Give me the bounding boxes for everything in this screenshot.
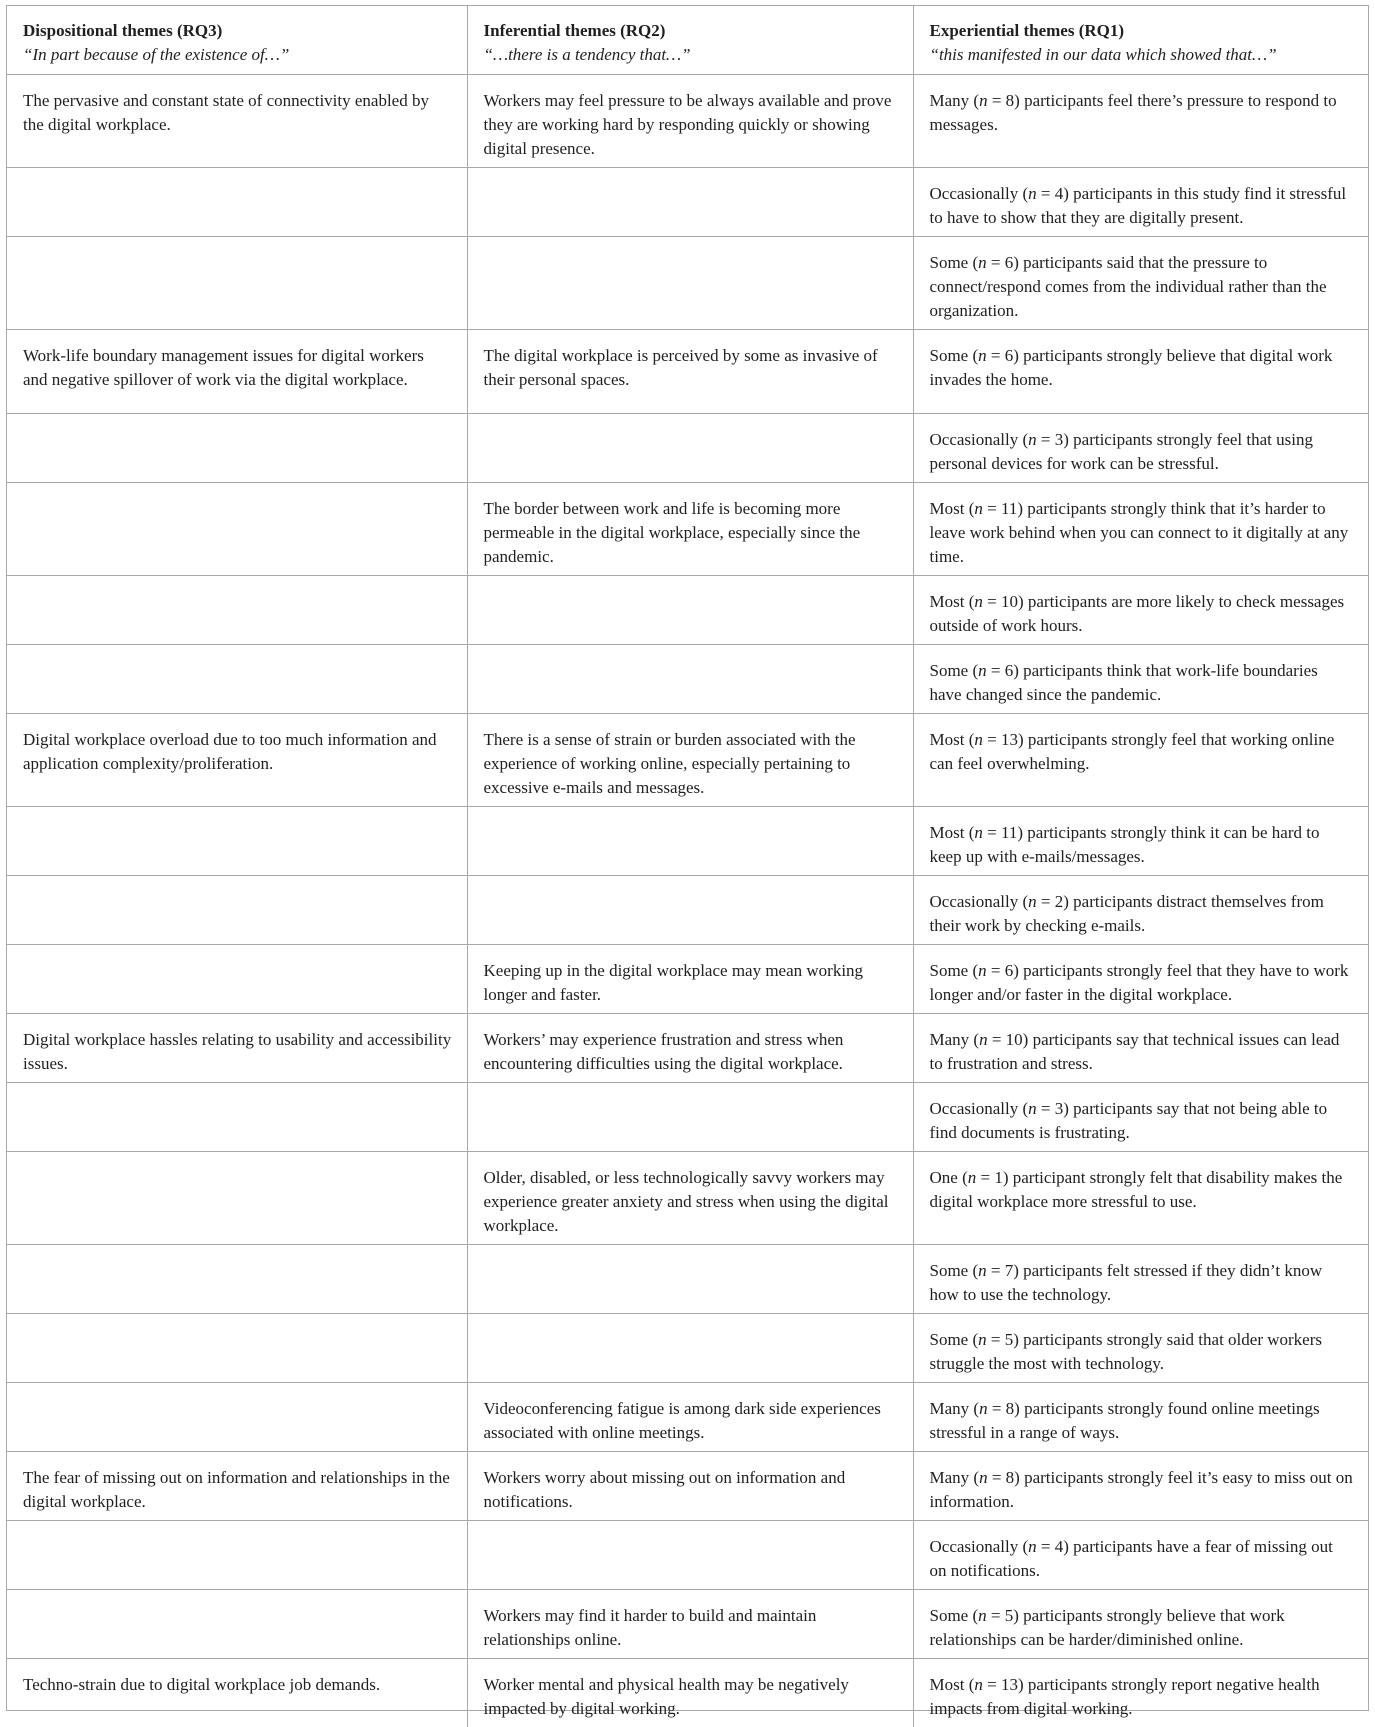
dispositional-cell: Work-life boundary management issues for digital workers and negative spillover of work via the digital workplace. <box>7 329 467 413</box>
experiential-text: = 6) participants strongly believe that digital work invades the home. <box>929 345 1333 389</box>
experiential-text: Most ( <box>929 591 975 611</box>
n-symbol: n <box>978 960 987 980</box>
experiential-cell <box>913 713 1368 806</box>
inferential-cell <box>467 1313 913 1382</box>
dispositional-cell <box>7 1589 467 1658</box>
experiential-text: Occasionally ( <box>929 1536 1029 1556</box>
inferential-cell <box>467 1244 913 1313</box>
table-row <box>7 167 1368 236</box>
header-title: Dispositional themes (RQ3) <box>23 21 223 40</box>
experiential-text: = 13) participants strongly report negative health impacts from digital working. <box>929 1674 1320 1718</box>
inferential-cell <box>467 806 913 875</box>
dispositional-cell <box>7 167 467 236</box>
dispositional-cell <box>7 644 467 713</box>
n-symbol: n <box>974 1674 983 1694</box>
experiential-cell <box>913 575 1368 644</box>
experiential-text: = 5) participants strongly said that older workers struggle the most with technology. <box>929 1329 1322 1373</box>
n-symbol: n <box>978 252 987 272</box>
experiential-text: = 5) participants strongly believe that work relationships can be harder/diminished online. <box>929 1605 1285 1649</box>
header-subtitle: “In part because of the existence of…” <box>23 45 290 64</box>
dispositional-cell <box>7 944 467 1013</box>
table-row <box>7 1151 1368 1244</box>
table-row <box>7 1451 1368 1520</box>
experiential-text: Many ( <box>929 1398 980 1418</box>
dispositional-cell: The fear of missing out on information and relationships in the digital workplace. <box>7 1451 467 1520</box>
experiential-text: Some ( <box>929 345 979 365</box>
inferential-cell: There is a sense of strain or burden associated with the experience of working online, especially pertaining to excessive e-mails and messages. <box>467 713 913 806</box>
experiential-cell <box>913 236 1368 329</box>
inferential-cell: Videoconferencing fatigue is among dark side experiences associated with online meetings. <box>467 1382 913 1451</box>
experiential-cell <box>913 875 1368 944</box>
table-row <box>7 1082 1368 1151</box>
header-subtitle: “this manifested in our data which showed that…” <box>929 45 1277 64</box>
n-symbol: n <box>978 1605 987 1625</box>
dispositional-cell <box>7 236 467 329</box>
experiential-text: Most ( <box>929 822 975 842</box>
experiential-text: Some ( <box>929 1329 979 1349</box>
n-symbol: n <box>978 660 987 680</box>
inferential-cell <box>467 236 913 329</box>
table-row <box>7 875 1368 944</box>
experiential-text: = 8) participants strongly feel it’s easy to miss out on information. <box>929 1467 1353 1511</box>
experiential-text: = 7) participants felt stressed if they didn’t know how to use the technology. <box>929 1260 1323 1304</box>
experiential-text: = 13) participants strongly feel that working online can feel overwhelming. <box>929 729 1335 773</box>
table-row <box>7 944 1368 1013</box>
inferential-cell <box>467 644 913 713</box>
experiential-text: = 8) participants feel there’s pressure to respond to messages. <box>929 90 1337 134</box>
experiential-text: Occasionally ( <box>929 429 1029 449</box>
experiential-text: Some ( <box>929 1260 979 1280</box>
inferential-cell: Workers may find it harder to build and maintain relationships online. <box>467 1589 913 1658</box>
experiential-text: = 10) participants say that technical issues can lead to frustration and stress. <box>929 1029 1340 1073</box>
n-symbol: n <box>978 345 987 365</box>
table-row <box>7 1658 1368 1727</box>
experiential-cell <box>913 1382 1368 1451</box>
experiential-cell <box>913 806 1368 875</box>
table-row <box>7 713 1368 806</box>
inferential-cell <box>467 413 913 482</box>
n-symbol: n <box>978 1260 987 1280</box>
experiential-text: Most ( <box>929 498 975 518</box>
table-row <box>7 74 1368 167</box>
dispositional-cell <box>7 1313 467 1382</box>
n-symbol: n <box>978 1329 987 1349</box>
header-row <box>7 6 1368 74</box>
inferential-cell: The border between work and life is becoming more permeable in the digital workplace, especially since the pandemic. <box>467 482 913 575</box>
n-symbol: n <box>979 90 988 110</box>
dispositional-cell <box>7 806 467 875</box>
experiential-cell <box>913 1451 1368 1520</box>
experiential-cell <box>913 1082 1368 1151</box>
inferential-cell <box>467 1520 913 1589</box>
header-experiential <box>913 6 1368 74</box>
n-symbol: n <box>979 1467 988 1487</box>
inferential-cell <box>467 167 913 236</box>
n-symbol: n <box>974 591 983 611</box>
experiential-cell <box>913 1520 1368 1589</box>
table-row <box>7 1589 1368 1658</box>
experiential-text: = 6) participants said that the pressure to connect/respond comes from the individual rather than the organization. <box>929 252 1327 320</box>
n-symbol: n <box>979 1398 988 1418</box>
experiential-cell <box>913 482 1368 575</box>
dispositional-cell <box>7 1151 467 1244</box>
experiential-cell <box>913 167 1368 236</box>
dispositional-cell: Digital workplace hassles relating to usability and accessibility issues. <box>7 1013 467 1082</box>
table-row <box>7 329 1368 413</box>
n-symbol: n <box>979 1029 988 1049</box>
dispositional-cell <box>7 1082 467 1151</box>
dispositional-cell <box>7 1520 467 1589</box>
themes-table <box>7 6 1368 1727</box>
experiential-text: Many ( <box>929 1467 980 1487</box>
header-inferential <box>467 6 913 74</box>
inferential-cell: Workers may feel pressure to be always available and prove they are working hard by responding quickly or showing digital presence. <box>467 74 913 167</box>
table-row <box>7 1244 1368 1313</box>
n-symbol: n <box>1028 429 1037 449</box>
inferential-cell: Older, disabled, or less technologically savvy workers may experience greater anxiety and stress when using the digital workplace. <box>467 1151 913 1244</box>
n-symbol: n <box>1028 1536 1037 1556</box>
dispositional-cell: The pervasive and constant state of connectivity enabled by the digital workplace. <box>7 74 467 167</box>
experiential-cell <box>913 944 1368 1013</box>
header-title: Experiential themes (RQ1) <box>929 21 1125 40</box>
inferential-cell: The digital workplace is perceived by some as invasive of their personal spaces. <box>467 329 913 413</box>
dispositional-cell: Techno-strain due to digital workplace job demands. <box>7 1658 467 1727</box>
header-title: Inferential themes (RQ2) <box>483 21 666 40</box>
experiential-text: Many ( <box>929 1029 980 1049</box>
inferential-cell: Worker mental and physical health may be negatively impacted by digital working. <box>467 1658 913 1727</box>
table-row <box>7 1313 1368 1382</box>
dispositional-cell: Digital workplace overload due to too much information and application complexity/proliferation. <box>7 713 467 806</box>
experiential-cell <box>913 74 1368 167</box>
table-row <box>7 1382 1368 1451</box>
header-dispositional <box>7 6 467 74</box>
dispositional-cell <box>7 875 467 944</box>
experiential-cell <box>913 644 1368 713</box>
table-row <box>7 806 1368 875</box>
inferential-cell: Keeping up in the digital workplace may mean working longer and faster. <box>467 944 913 1013</box>
experiential-text: = 3) participants strongly feel that using personal devices for work can be stressful. <box>929 429 1313 473</box>
experiential-text: One ( <box>929 1167 968 1187</box>
experiential-text: Occasionally ( <box>929 1098 1029 1118</box>
dispositional-cell <box>7 575 467 644</box>
experiential-text: Most ( <box>929 1674 975 1694</box>
dispositional-cell <box>7 413 467 482</box>
dispositional-cell <box>7 1382 467 1451</box>
experiential-cell <box>913 329 1368 413</box>
n-symbol: n <box>974 498 983 518</box>
themes-table-container <box>6 5 1369 1718</box>
inferential-cell: Workers worry about missing out on information and notifications. <box>467 1451 913 1520</box>
n-symbol: n <box>974 822 983 842</box>
experiential-text: Occasionally ( <box>929 183 1029 203</box>
experiential-cell <box>913 1244 1368 1313</box>
header-subtitle: “…there is a tendency that…” <box>483 45 691 64</box>
experiential-cell <box>913 1013 1368 1082</box>
experiential-text: = 1) participant strongly felt that disability makes the digital workplace more stressful to use. <box>929 1167 1343 1211</box>
experiential-text: = 2) participants distract themselves from their work by checking e-mails. <box>929 891 1324 935</box>
experiential-cell <box>913 1658 1368 1727</box>
experiential-text: = 8) participants strongly found online meetings stressful in a range of ways. <box>929 1398 1320 1442</box>
table-body <box>7 74 1368 1727</box>
inferential-cell: Workers’ may experience frustration and stress when encountering difficulties using the digital workplace. <box>467 1013 913 1082</box>
inferential-cell <box>467 875 913 944</box>
experiential-text: Some ( <box>929 1605 979 1625</box>
inferential-cell <box>467 575 913 644</box>
inferential-cell <box>467 1082 913 1151</box>
table-row <box>7 413 1368 482</box>
experiential-text: Some ( <box>929 660 979 680</box>
dispositional-cell <box>7 1244 467 1313</box>
n-symbol: n <box>1028 183 1037 203</box>
experiential-text: = 4) participants have a fear of missing out on notifications. <box>929 1536 1333 1580</box>
experiential-text: = 11) participants strongly think it can be hard to keep up with e-mails/messages. <box>929 822 1320 866</box>
table-row <box>7 1013 1368 1082</box>
experiential-cell <box>913 1151 1368 1244</box>
experiential-text: = 10) participants are more likely to check messages outside of work hours. <box>929 591 1345 635</box>
experiential-text: Occasionally ( <box>929 891 1029 911</box>
table-row <box>7 644 1368 713</box>
table-row <box>7 1520 1368 1589</box>
experiential-text: Some ( <box>929 960 979 980</box>
experiential-text: = 6) participants strongly feel that they have to work longer and/or faster in the digital workplace. <box>929 960 1349 1004</box>
n-symbol: n <box>1028 1098 1037 1118</box>
experiential-text: = 3) participants say that not being able to find documents is frustrating. <box>929 1098 1328 1142</box>
n-symbol: n <box>1028 891 1037 911</box>
experiential-cell <box>913 1313 1368 1382</box>
experiential-cell <box>913 1589 1368 1658</box>
experiential-text: Most ( <box>929 729 975 749</box>
experiential-text: Some ( <box>929 252 979 272</box>
table-row <box>7 236 1368 329</box>
table-row <box>7 575 1368 644</box>
dispositional-cell <box>7 482 467 575</box>
experiential-text: = 11) participants strongly think that it’s harder to leave work behind when you can connect to it digitally at any time. <box>929 498 1349 566</box>
experiential-text: Many ( <box>929 90 980 110</box>
experiential-text: = 4) participants in this study find it stressful to have to show that they are digitally present. <box>929 183 1347 227</box>
n-symbol: n <box>974 729 983 749</box>
experiential-text: = 6) participants think that work-life boundaries have changed since the pandemic. <box>929 660 1318 704</box>
n-symbol: n <box>967 1167 977 1187</box>
table-row <box>7 482 1368 575</box>
experiential-cell <box>913 413 1368 482</box>
